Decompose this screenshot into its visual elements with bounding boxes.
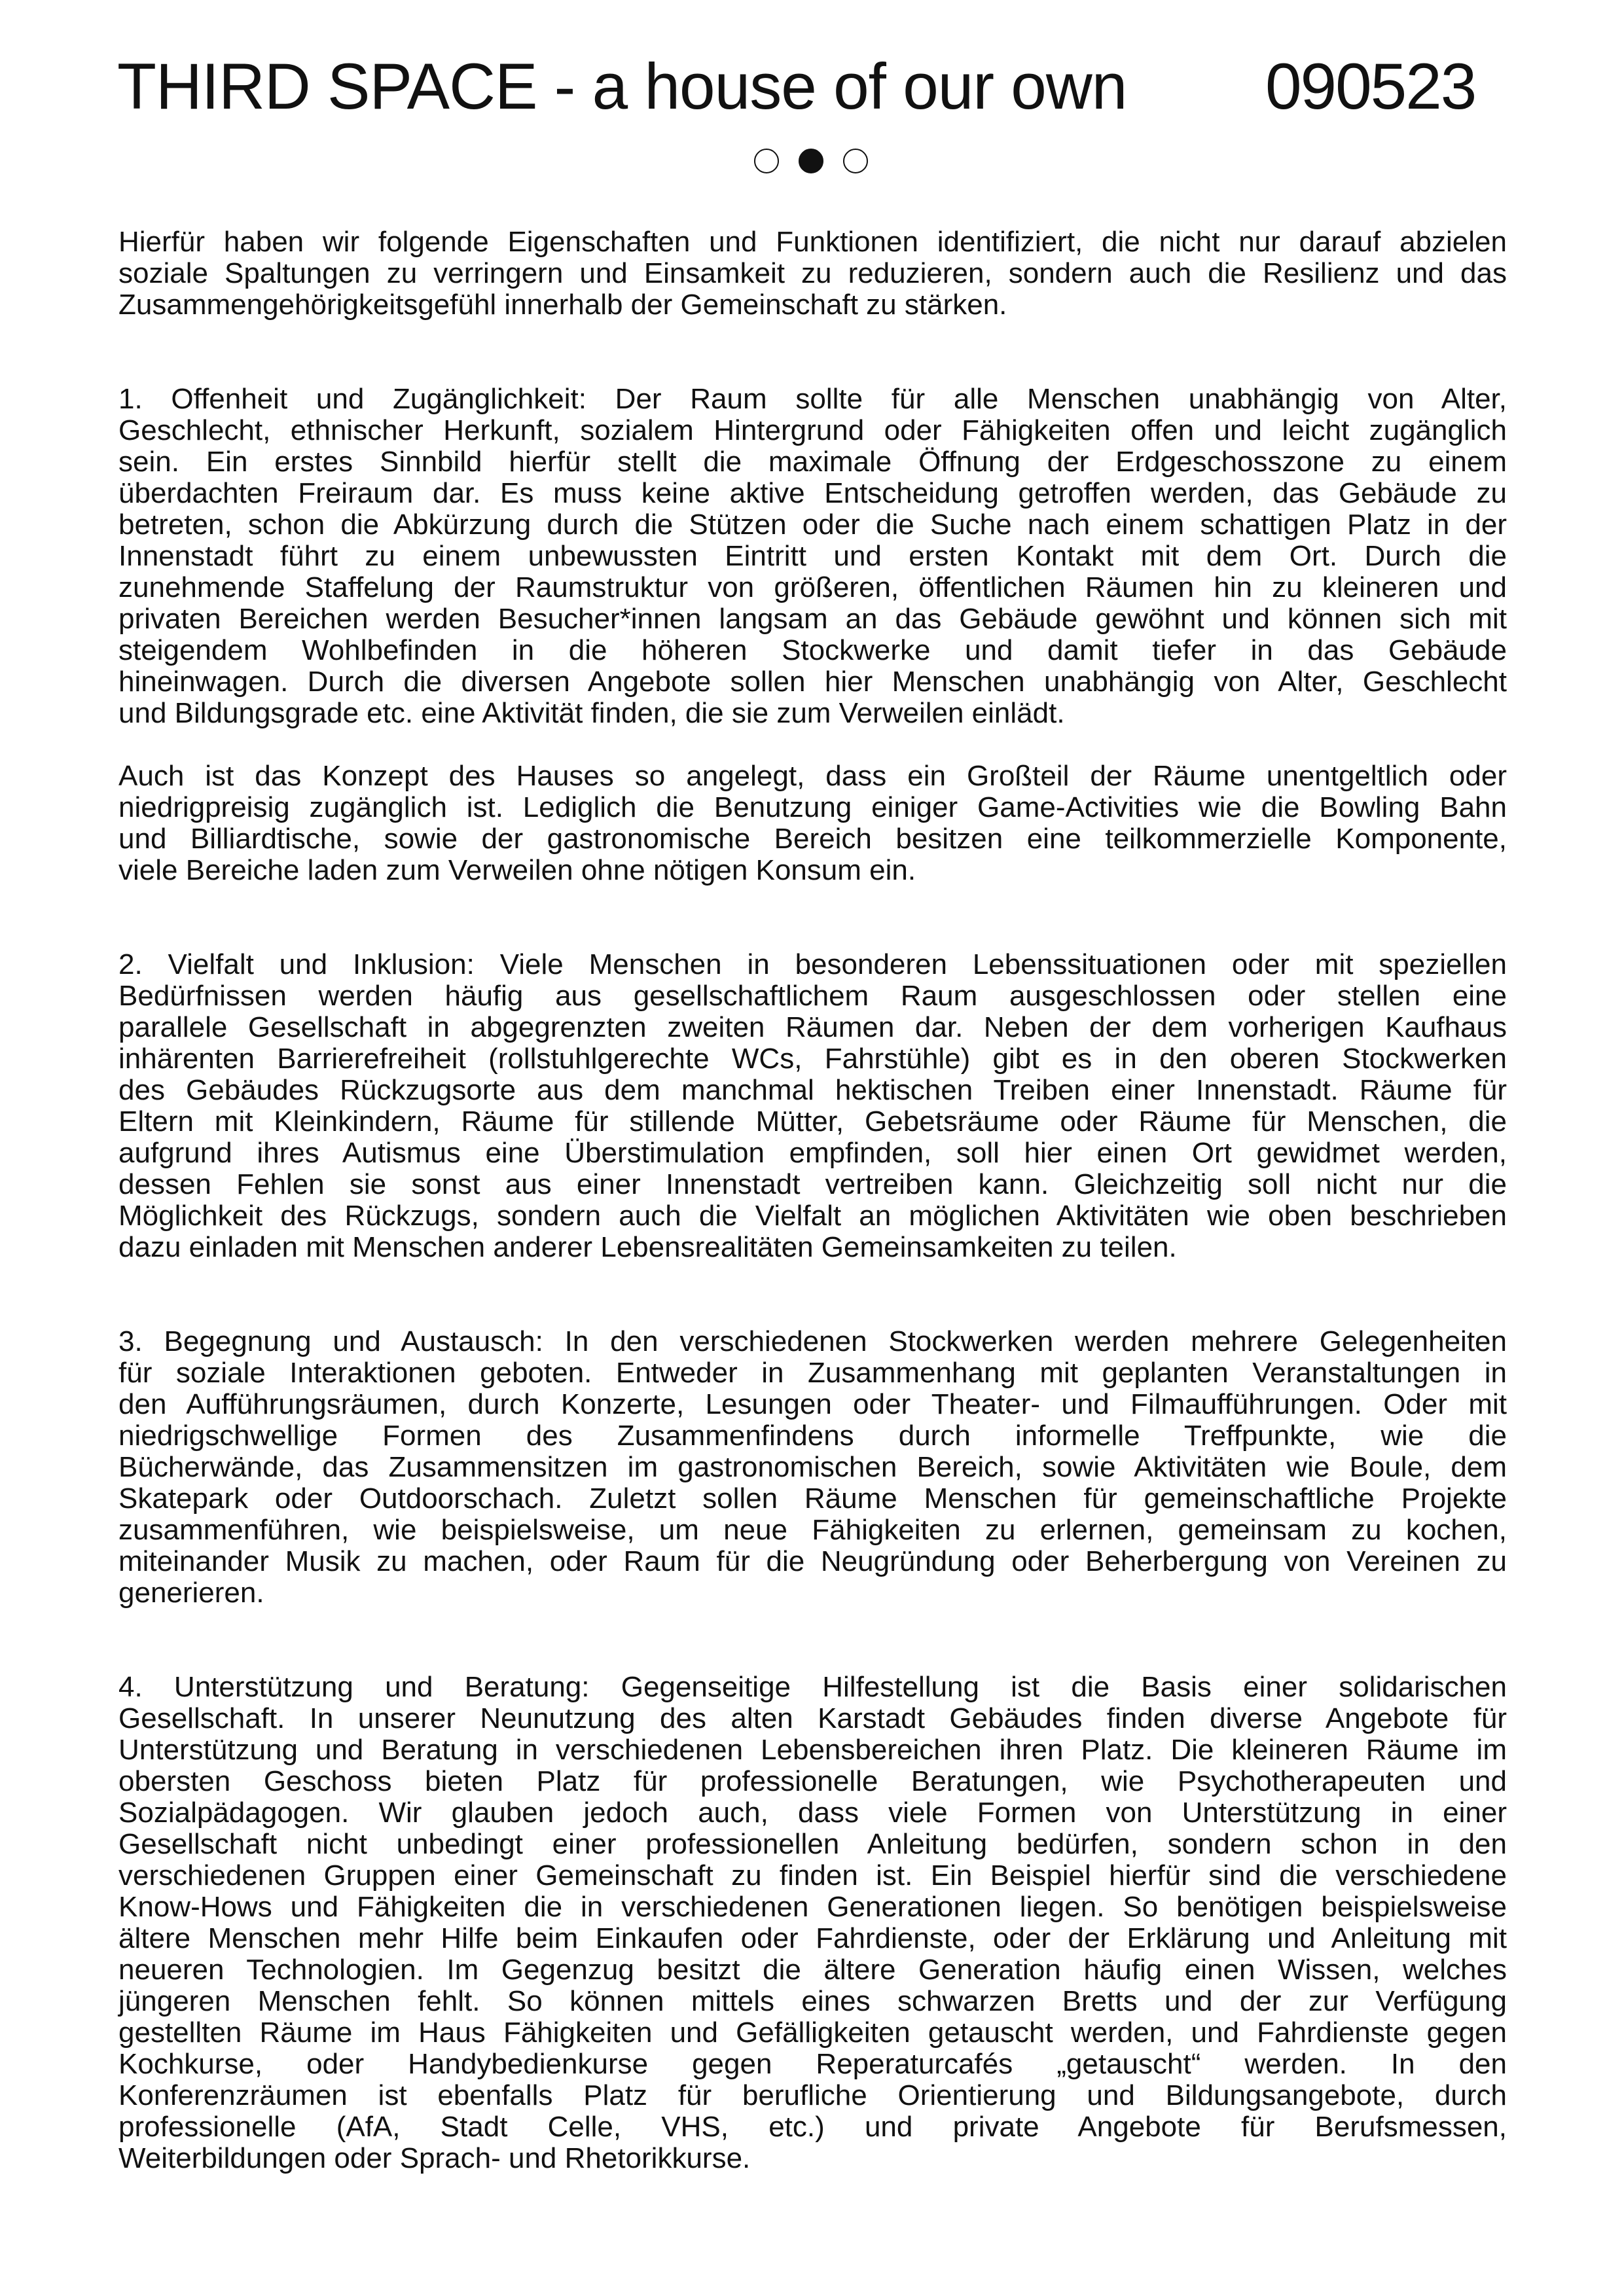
- text-line: verschiedenen Gruppen einer Gemeinschaft zu finden ist. Ein Beispiel hierfür sind die verschiedene: [118, 1859, 1507, 1892]
- text-line: zusammenführen, wie beispielsweise, um neue Fähigkeiten zu erlernen, gemeinsam zu kochen,: [118, 1514, 1507, 1546]
- text-line: Zusammengehörigkeitsgefühl innerhalb der Gemeinschaft zu stärken.: [118, 289, 1007, 321]
- text-line: dazu einladen mit Menschen anderer Lebensrealitäten Gemeinsamkeiten zu teilen.: [118, 1231, 1177, 1263]
- page-indicator: [754, 149, 868, 173]
- section-4-support-counseling: [118, 1672, 1507, 2174]
- text-line: Gesellschaft. In unserer Neunutzung des alten Karstadt Gebäudes finden diverse Angebote für: [118, 1702, 1507, 1734]
- text-line: Hierfür haben wir folgende Eigenschaften und Funktionen identifiziert, die nicht nur darauf abzielen: [118, 226, 1507, 258]
- text-line: Eltern mit Kleinkindern, Räume für stillende Mütter, Gebetsräume oder Räume für Menschen, die: [118, 1105, 1507, 1138]
- text-line: betreten, schon die Abkürzung durch die Stützen oder die Suche nach einem schattigen Platz in der: [118, 509, 1507, 541]
- text-line: Bücherwände, das Zusammensitzen im gastronomischen Bereich, sowie Aktivitäten wie Boule, dem: [118, 1451, 1507, 1483]
- text-line: generieren.: [118, 1577, 264, 1609]
- text-line: Möglichkeit des Rückzugs, sondern auch die Vielfalt an möglichen Aktivitäten wie oben beschrieben: [118, 1200, 1507, 1232]
- text-line: niedrigpreisig zugänglich ist. Lediglich die Benutzung einiger Game-Activities wie die Bowling Bahn: [118, 791, 1507, 823]
- section-1-continuation: [118, 761, 1507, 886]
- document-title: THIRD SPACE - a house of our own: [117, 50, 1127, 122]
- text-line: und Billiardtische, sowie der gastronomische Bereich besitzen eine teilkommerzielle Komponente,: [118, 823, 1507, 855]
- text-line: und Bildungsgrade etc. eine Aktivität finden, die sie zum Verweilen einlädt.: [118, 697, 1065, 729]
- text-line: Geschlecht, ethnischer Herkunft, sozialem Hintergrund oder Fähigkeiten offen und leicht zugänglich: [118, 414, 1507, 446]
- text-line: aufgrund ihres Autismus eine Überstimulation empfinden, soll hier einen Ort gewidmet werden,: [118, 1137, 1507, 1169]
- text-line: 4. Unterstützung und Beratung: Gegenseitige Hilfestellung ist die Basis einer solidarischen: [118, 1671, 1507, 1703]
- intro-paragraph: [118, 226, 1507, 321]
- text-line: ältere Menschen mehr Hilfe beim Einkaufen oder Fahrdienste, oder der Erklärung und Anleitung mit: [118, 1922, 1507, 1954]
- text-line: Weiterbildungen oder Sprach- und Rhetorikkurse.: [118, 2142, 751, 2174]
- text-line: Gesellschaft nicht unbedingt einer professionellen Anleitung bedürfen, sondern schon in den: [118, 1828, 1507, 1860]
- text-line: parallele Gesellschaft in abgegrenzten zweiten Räumen dar. Neben der dem vorherigen Kaufhaus: [118, 1011, 1507, 1043]
- text-line: sein. Ein erstes Sinnbild hierfür stellt die maximale Öffnung der Erdgeschosszone zu einem: [118, 446, 1507, 478]
- page-dot-1-icon[interactable]: [754, 149, 779, 173]
- text-line: miteinander Musik zu machen, oder Raum für die Neugründung oder Beherbergung von Vereinen zu: [118, 1545, 1507, 1577]
- text-line: des Gebäudes Rückzugsorte aus dem manchmal hektischen Treiben einer Innenstadt. Räume für: [118, 1074, 1507, 1106]
- text-line: zunehmende Staffelung der Raumstruktur von größeren, öffentlichen Räumen hin zu kleineren und: [118, 571, 1507, 603]
- document-date: 090523: [1265, 50, 1476, 122]
- text-line: jüngeren Menschen fehlt. So können mittels eines schwarzen Bretts und der zur Verfügung: [118, 1985, 1507, 2017]
- text-line: 2. Vielfalt und Inklusion: Viele Menschen in besonderen Lebenssituationen oder mit speziellen: [118, 948, 1507, 980]
- text-line: Sozialpädagogen. Wir glauben jedoch auch, dass viele Formen von Unterstützung in einer: [118, 1797, 1507, 1829]
- text-line: 1. Offenheit und Zugänglichkeit: Der Raum sollte für alle Menschen unabhängig von Alter,: [118, 383, 1507, 415]
- text-line: professionelle (AfA, Stadt Celle, VHS, etc.) und private Angebote für Berufsmessen,: [118, 2111, 1507, 2143]
- text-line: Innenstadt führt zu einem unbewussten Eintritt und ersten Kontakt mit dem Ort. Durch die: [118, 540, 1507, 572]
- section-3-encounter-exchange: [118, 1326, 1507, 1609]
- text-line: für soziale Interaktionen geboten. Entweder in Zusammenhang mit geplanten Veranstaltungen in: [118, 1357, 1507, 1389]
- section-2-diversity-inclusion: [118, 949, 1507, 1263]
- text-line: Skatepark oder Outdoorschach. Zuletzt sollen Räume Menschen für gemeinschaftliche Projekte: [118, 1482, 1507, 1515]
- text-line: den Aufführungsräumen, durch Konzerte, Lesungen oder Theater- und Filmaufführungen. Oder mit: [118, 1388, 1507, 1420]
- page-dot-3-icon[interactable]: [843, 149, 868, 173]
- text-line: obersten Geschoss bieten Platz für professionelle Beratungen, wie Psychotherapeuten und: [118, 1765, 1507, 1797]
- text-line: Konferenzräumen ist ebenfalls Platz für berufliche Orientierung und Bildungsangebote, durch: [118, 2079, 1507, 2111]
- text-line: inhärenten Barrierefreiheit (rollstuhlgerechte WCs, Fahrstühle) gibt es in den oberen Stockwerken: [118, 1043, 1507, 1075]
- text-line: Kochkurse, oder Handybedienkurse gegen Reperaturcafés „getauscht“ werden. In den: [118, 2048, 1507, 2080]
- text-line: hineinwagen. Durch die diversen Angebote sollen hier Menschen unabhängig von Alter, Geschlecht: [118, 666, 1507, 698]
- text-line: privaten Bereichen werden Besucher*innen langsam an das Gebäude gewöhnt und können sich mit: [118, 603, 1507, 635]
- text-line: 3. Begegnung und Austausch: In den verschiedenen Stockwerken werden mehrere Gelegenheiten: [118, 1325, 1507, 1357]
- text-line: Bedürfnissen werden häufig aus gesellschaftlichem Raum ausgeschlossen oder stellen eine: [118, 980, 1507, 1012]
- text-line: Auch ist das Konzept des Hauses so angelegt, dass ein Großteil der Räume unentgeltlich oder: [118, 760, 1507, 792]
- text-line: viele Bereiche laden zum Verweilen ohne nötigen Konsum ein.: [118, 854, 916, 886]
- section-1-openness-accessibility: [118, 384, 1507, 729]
- text-line: soziale Spaltungen zu verringern und Einsamkeit zu reduzieren, sondern auch die Resilienz und das: [118, 257, 1507, 289]
- page-dot-2-active-icon[interactable]: [799, 149, 823, 173]
- text-line: Unterstützung und Beratung in verschiedenen Lebensbereichen ihren Platz. Die kleineren Räume im: [118, 1734, 1507, 1766]
- text-line: neueren Technologien. Im Gegenzug besitzt die ältere Generation häufig einen Wissen, welches: [118, 1954, 1507, 1986]
- text-line: Know-Hows und Fähigkeiten die in verschiedenen Generationen liegen. So benötigen beispielsweise: [118, 1891, 1507, 1923]
- text-line: gestellten Räume im Haus Fähigkeiten und Gefälligkeiten getauscht werden, und Fahrdienste gegen: [118, 2017, 1507, 2049]
- text-line: steigendem Wohlbefinden in die höheren Stockwerke und damit tiefer in das Gebäude: [118, 634, 1507, 666]
- text-line: niedrigschwellige Formen des Zusammenfindens durch informelle Treffpunkte, wie die: [118, 1420, 1507, 1452]
- text-line: dessen Fehlen sie sonst aus einer Innenstadt vertreiben kann. Gleichzeitig soll nicht nur die: [118, 1168, 1507, 1200]
- text-line: überdachten Freiraum dar. Es muss keine aktive Entscheidung getroffen werden, das Gebäude zu: [118, 477, 1507, 509]
